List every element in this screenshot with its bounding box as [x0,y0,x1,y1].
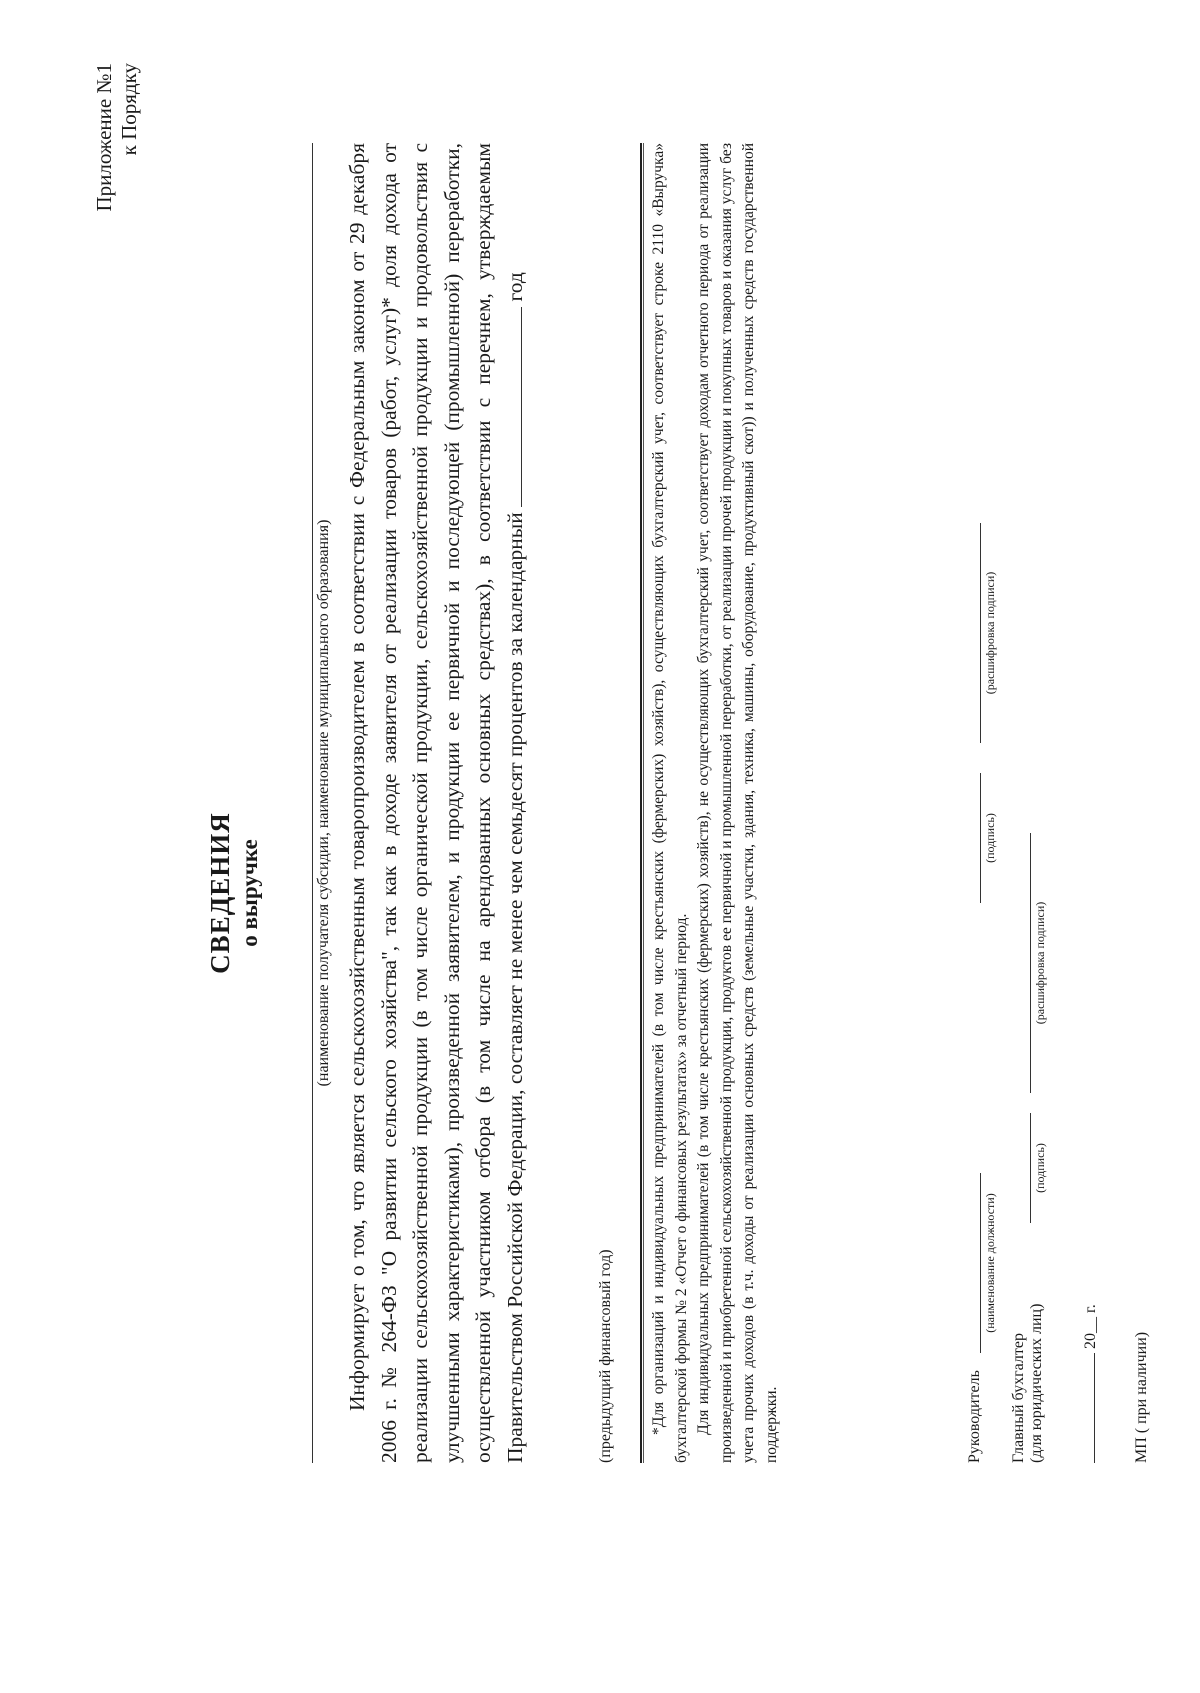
accountant-decode-field [1030,833,1047,1093]
accountant-signature-caption: (подпись) [1033,1143,1047,1193]
footnote-separator-thin [643,143,644,1463]
accountant-label [1010,1304,1046,1463]
statement-year-word: год [502,272,527,302]
document-title-block [204,393,264,1393]
footnotes [648,143,783,1463]
date-line [1080,1304,1100,1463]
footnote-no-accounting: Для индивидуальных предпринимателей (в том числе крестьянских (фермерских) хозяйств), не осуществляющих бухгалтерский учет, соответствует доходам отчетного периода от реализации произведенной и приобретенной сельскохозяйственной продукции, продуктов ее первичной и промышленной переработки, от реализации прочей продукции и покупных товаров и оказания услуг без учета прочих доходов (в т.ч. доходы от реализации основных средств (земельные участки, здания, техника, машины, оборудование, продуктивный скот)) и полученных средств государственной поддержки. [695,143,780,1463]
year-fill-line [503,307,522,507]
accountant-signature-field [1030,1113,1047,1223]
head-position-field [980,1173,997,1353]
head-signature-row [960,143,1000,1463]
stamp-place: МП ( при наличии) [1133,1331,1150,1463]
head-position-caption: (наименование должности) [983,1193,997,1333]
accountant-label-note: (для юридических лиц) [1028,1303,1045,1463]
head-signature-caption: (подпись) [983,813,997,863]
head-signature-field [980,773,997,903]
appendix-reference [92,63,142,213]
accountant-decode-caption: (расшифровка подписи) [1033,901,1047,1025]
recipient-caption: (наименование получателя субсидии, наименование муниципального образования) [315,519,332,1087]
date-day-blank [1080,1353,1095,1463]
recipient-name-line [312,143,313,1463]
appendix-order-ref: к Порядку [117,63,141,156]
head-label: Руководитель [966,1370,983,1463]
appendix-number: Приложение №1 [92,63,116,212]
head-decode-caption: (расшифровка подписи) [983,571,997,695]
footnote-accounting: *Для организаций и индивидуальных предпринимателей (в том числе крестьянских (фермерских) хозяйств), осуществляющих бухгалтерский учет, соответствует строке 2110 «Выручка» бухгалтерской формы № 2 «Отчет о финансовых результатах» за отчетный период. [650,143,690,1463]
head-decode-field [980,523,997,743]
document-title: СВЕДЕНИЯ [205,812,235,974]
document-subtitle: о выручке [237,839,262,947]
statement-text: Информирует о том, что является сельскохозяйственным товаропроизводителем в соответствии с Федеральным законом от 29 декабря 2006 г. № 264-ФЗ "О развитии сельского хозяйства", так как в доходе заявителя от реализации товаров (работ, услуг)* доля дохода от реализации сельскохозяйственной продукции (в том числе органической продукции, сельскохозяйственной продукции и продовольствия с улучшенными характеристиками), произведенной заявителем, и продукции ее первичной и последующей (промышленной) переработки, осуществленной участником отбора (в том числе на арендованных основных средствах), в соответствии с перечнем, утверждаемым Правительством Российской Федерации, составляет не менее чем семьдесят процентов за календарный [345,143,527,1463]
footnote-separator [640,143,642,1463]
date-year-text: 20__ г. [1082,1304,1099,1349]
year-caption: (предыдущий финансовый год) [597,1249,614,1463]
statement-paragraph [342,143,531,1463]
accountant-signature-row [1010,143,1060,1463]
accountant-label-title: Главный бухгалтер [1010,1333,1027,1463]
